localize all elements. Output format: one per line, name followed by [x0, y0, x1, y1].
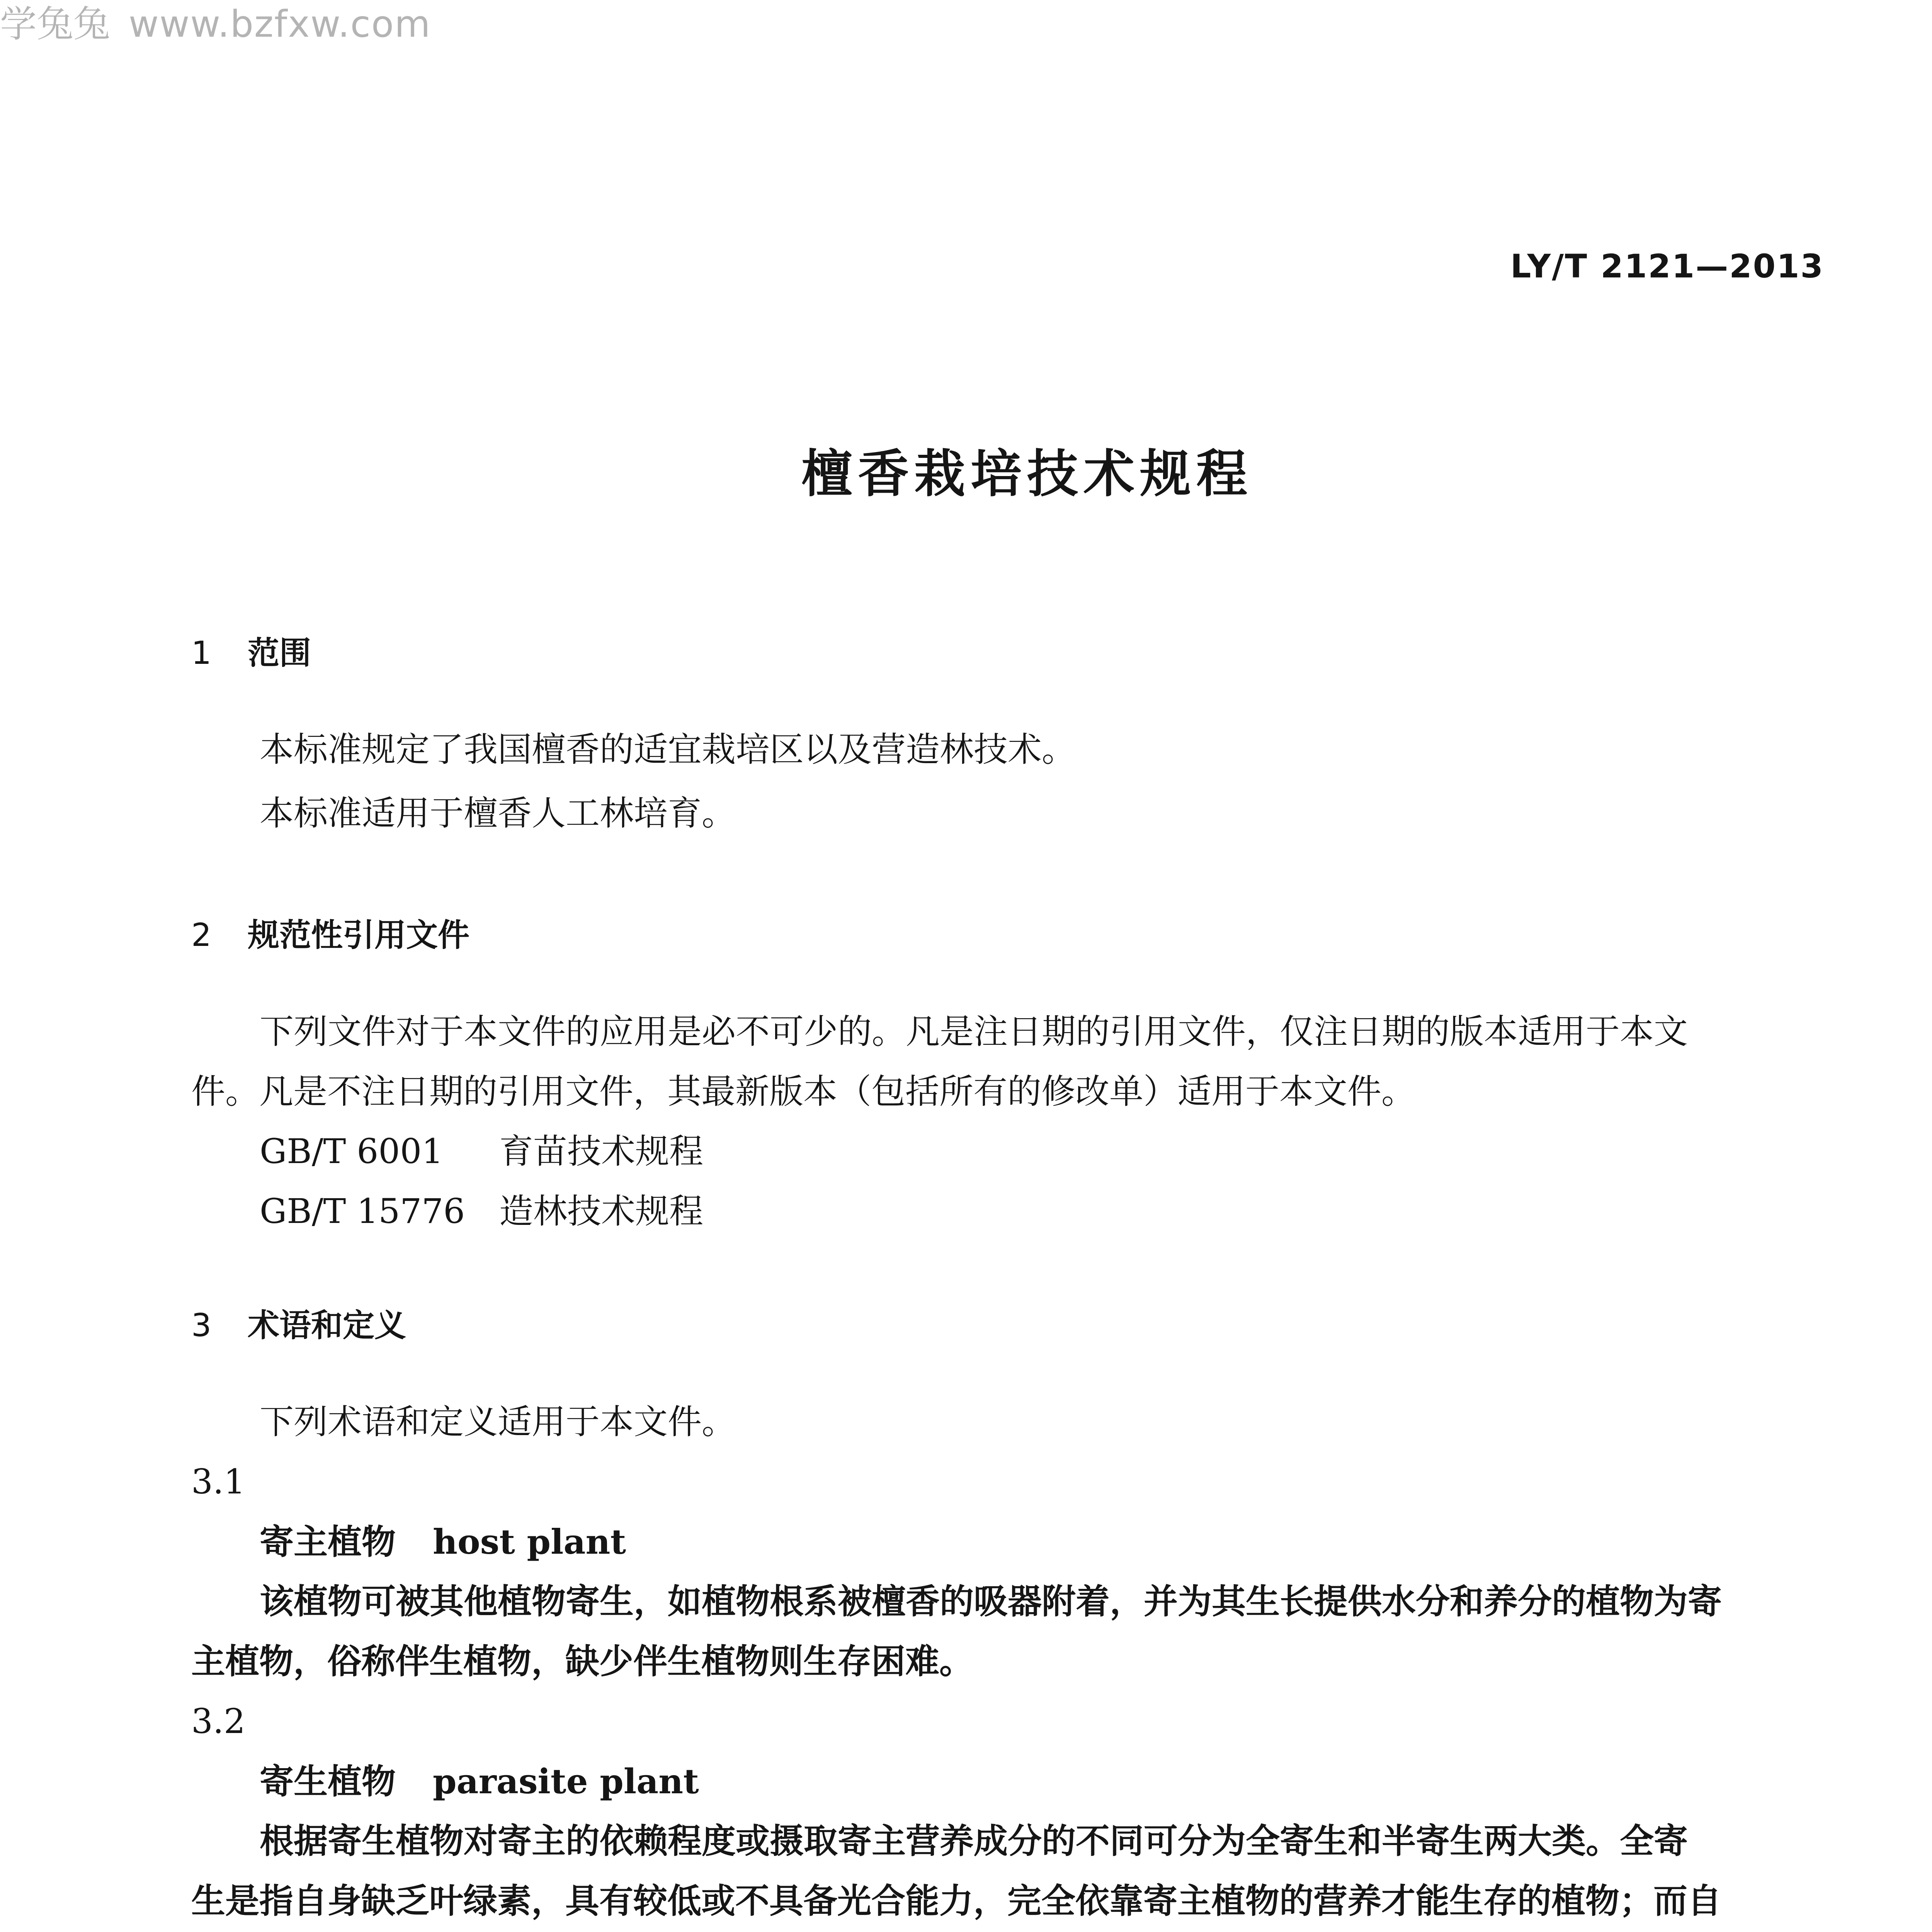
watermark-site: www.bzfxw.com — [129, 3, 431, 46]
paragraph-line: 下列术语和定义适用于本文件。 — [260, 1402, 736, 1442]
term-heading — [260, 1520, 626, 1563]
term-en: parasite plant — [433, 1761, 699, 1801]
reference-item — [260, 1190, 703, 1233]
document-title: 檀香栽培技术规程 — [801, 444, 1253, 504]
standard-code: LY/T 2121—2013 — [1510, 247, 1824, 285]
section-3-heading — [191, 1300, 406, 1345]
paragraph-line: 本标准规定了我国檀香的适宜栽培区以及营造林技术。 — [260, 730, 1076, 769]
term-number: 3.2 — [191, 1701, 245, 1741]
section-title: 范围 — [248, 635, 311, 672]
paragraph-line: 下列文件对于本文件的应用是必不可少的。凡是注日期的引用文件，仅注日期的版本适用于本文 — [260, 1012, 1688, 1051]
watermark-brand: 学兔兔 — [0, 3, 111, 46]
paragraph-line: 件。凡是不注日期的引用文件，其最新版本（包括所有的修改单）适用于本文件。 — [191, 1071, 1416, 1111]
section-number: 2 — [191, 917, 212, 954]
term-heading — [260, 1760, 699, 1803]
term-number: 3.1 — [191, 1462, 245, 1502]
section-title: 术语和定义 — [248, 1307, 406, 1344]
section-number: 1 — [191, 635, 212, 672]
watermark — [0, 3, 431, 46]
reference-code: GB/T 15776 — [260, 1191, 465, 1231]
term-zh: 寄生植物 — [260, 1762, 396, 1801]
section-2-heading — [191, 910, 469, 955]
section-1-heading — [191, 628, 311, 673]
term-zh: 寄主植物 — [260, 1522, 396, 1562]
reference-title: 造林技术规程 — [499, 1191, 704, 1231]
reference-title: 育苗技术规程 — [499, 1131, 704, 1171]
term-definition-line: 该植物可被其他植物寄生，如植物根系被檀香的吸器附着，并为其生长提供水分和养分的植物为寄 — [260, 1582, 1722, 1621]
reference-code: GB/T 6001 — [260, 1131, 444, 1171]
paragraph-line: 本标准适用于檀香人工林培育。 — [260, 793, 736, 833]
section-number: 3 — [191, 1307, 212, 1344]
reference-item — [260, 1130, 703, 1173]
term-definition-line: 生是指自身缺乏叶绿素，具有较低或不具备光合能力，完全依靠寄主植物的营养才能生存的植物；而自 — [191, 1881, 1722, 1921]
term-definition-line: 主植物，俗称伴生植物，缺少伴生植物则生存困难。 — [191, 1641, 974, 1681]
term-en: host plant — [433, 1522, 626, 1562]
term-definition-line: 根据寄生植物对寄主的依赖程度或摄取寄主营养成分的不同可分为全寄生和半寄生两大类。全寄 — [260, 1821, 1688, 1861]
section-title: 规范性引用文件 — [248, 917, 470, 954]
